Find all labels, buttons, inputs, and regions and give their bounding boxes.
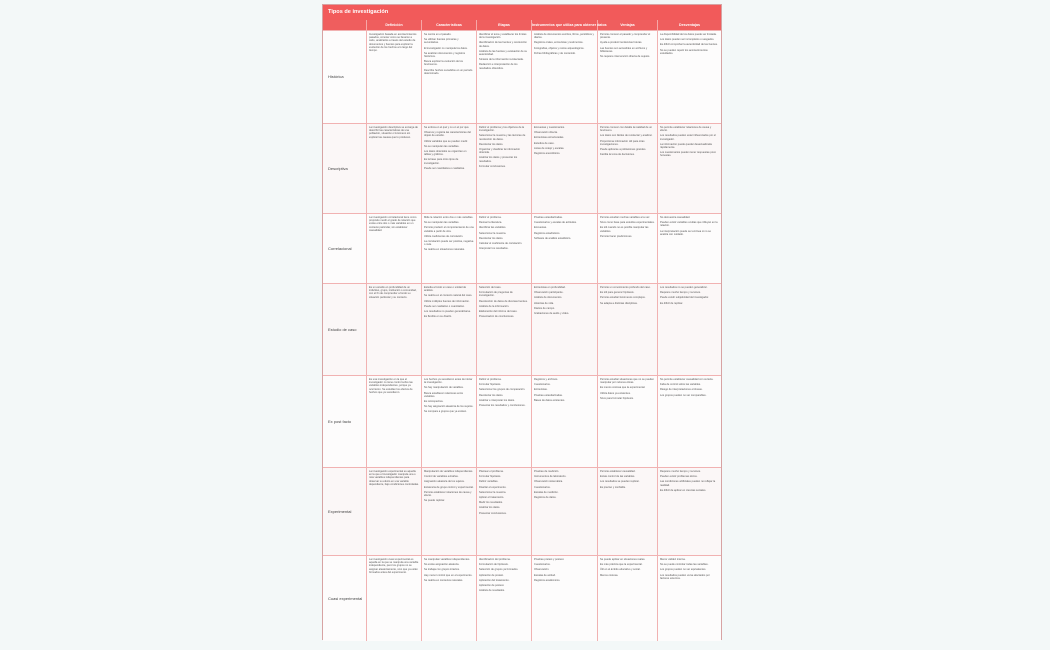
cell-text-line: Registros de datos. <box>534 496 557 500</box>
cell-text-line: Se manipulan variables independientes. <box>424 558 470 561</box>
cell-text-line: Grabaciones de audio y video. <box>534 312 570 316</box>
cell-text-line: Recolección de datos de diversas fuentes. <box>479 299 528 303</box>
cell-text-line: Formulación de preguntas de investigación. <box>479 291 513 298</box>
cell-text-line: Interpretar los resultados. <box>479 247 509 251</box>
cell-text-line: Es una investigación en la que el investigador no tiene control sobre las variables independientes, porque ya ocurrieron. Se estudian los efectos de hechos que ya sucedieron. <box>369 378 413 394</box>
cell-text-line: Organizar y clasificar la información obtenida. <box>479 148 521 155</box>
row-type-label: Experimental <box>323 468 367 555</box>
table-row <box>323 123 721 213</box>
cell-text-line: La investigación descriptiva se encarga de describir las características de una población, situación o fenómeno sin explicar las causas que lo producen. <box>369 126 418 139</box>
cell-text-line: Se enfoca en el qué y no en el por qué. <box>424 126 470 129</box>
cell-text-line: Los datos obtenidos se organizan en tablas y gráficos. <box>424 150 467 157</box>
cell-text-line: Entrevistas estructuradas. <box>534 136 564 140</box>
cell-text-line: Se compara a grupos que ya existen. <box>424 410 467 414</box>
cell-desventajas <box>658 376 721 467</box>
cell-text-line: Identificar las variables. <box>479 226 507 230</box>
table-title: Tipos de investigación <box>323 5 721 20</box>
cell-text-line: Es menos costosa que la experimental. <box>600 386 646 390</box>
cell-text-line: Útil en el ámbito educativo y social. <box>600 568 641 572</box>
cell-text-line: Aplicar el tratamiento. <box>479 496 505 500</box>
cell-text-line: Presentar los resultados y conclusiones. <box>479 404 526 408</box>
cell-text-line: Registros orales, entrevistas y testimonios. <box>534 41 584 45</box>
cell-etapas <box>477 284 532 375</box>
cell-caracteristicas <box>422 31 477 123</box>
cell-definicion <box>367 124 422 213</box>
cell-text-line: Selección de grupos ya formados. <box>479 568 519 572</box>
header-desventajas: Desventajas <box>679 23 700 27</box>
cell-text-line: Se realiza en contextos naturales. <box>424 578 464 582</box>
cell-text-line: Análisis de documentos. <box>534 296 563 300</box>
cell-text-line: Síntesis de la información recolectada. <box>479 58 524 62</box>
cell-text-line: Pruebas pretest y postest. <box>534 558 565 561</box>
cell-text-line: Utiliza datos ya existentes. <box>600 391 631 395</box>
cell-ventajas <box>598 556 658 641</box>
cell-text-line: La información puede quedar desactualizada rápidamente. <box>660 142 712 150</box>
cell-text-line: Es difícil de aplicar en ciencias sociales. <box>660 488 707 492</box>
cell-text-line: No se manipulan las variables. <box>424 221 460 225</box>
cell-text-line: Permite hacer predicciones. <box>600 234 633 238</box>
cell-text-line: Utiliza múltiples fuentes de información. <box>424 299 470 303</box>
cell-text-line: Recolectar los datos. <box>479 142 504 146</box>
cell-text-line: Es útil para generar hipótesis. <box>600 291 635 295</box>
cell-text-line: No existe asignación aleatoria. <box>424 563 460 567</box>
cell-caracteristicas <box>422 468 477 555</box>
cell-text-line: Es difícil de replicar. <box>660 301 684 305</box>
cell-text-line: Pueden existir variables ocultas que influyan en la relación. <box>660 221 718 228</box>
cell-ventajas <box>598 124 658 213</box>
cell-text-line: Se realiza en el contexto natural del caso. <box>424 294 473 298</box>
cell-text-line: No permite establecer causalidad con certeza. <box>660 378 714 381</box>
cell-text-line: Los datos son fáciles de recolectar y analizar. <box>600 134 653 138</box>
cell-text-line: Formular hipótesis. <box>479 383 502 387</box>
cell-text-line: Describe hechos sucedidos en un periodo determinado. <box>424 68 473 75</box>
cell-text-line: Sirve para formular hipótesis. <box>600 396 634 400</box>
cell-text-line: Los resultados no pueden generalizarse. <box>424 310 471 314</box>
cell-etapas <box>477 214 532 283</box>
cell-text-line: No se pueden repetir los acontecimientos estudiados. <box>660 48 708 55</box>
cell-etapas <box>477 556 532 641</box>
cell-text-line: Diarios de campo. <box>534 306 555 310</box>
cell-text-line: Es retrospectiva. <box>424 400 444 404</box>
cell-text-line: Registros y archivos. <box>534 378 559 381</box>
header-instrumentos: Instrumentos que utiliza para obtener datos <box>532 20 598 30</box>
cell-text-line: Calcular el coeficiente de correlación. <box>479 242 523 246</box>
cell-text-line: Ayuda a predecir tendencias futuras. <box>600 41 643 45</box>
cell-instrumentos <box>532 556 598 641</box>
cell-instrumentos <box>532 468 598 555</box>
cell-text-line: Permite conocer con detalle la realidad de un fenómeno. <box>600 126 653 133</box>
cell-text-line: Es un estudio en profundidad de un individuo, grupo, institución o comunidad, con el fin de comprender a fondo su situación particular y su contexto. <box>369 286 417 299</box>
row-type-label: Correlacional <box>323 214 367 283</box>
cell-text-line: Definir variables. <box>479 480 499 484</box>
cell-text-line: Es la base para otros tipos de investigación. <box>424 158 459 165</box>
cell-text-line: Fichas bibliográficas y de contenido. <box>534 51 576 55</box>
cell-definicion <box>367 284 422 375</box>
cell-text-line: Cuestionarios. <box>534 563 551 567</box>
cell-ventajas <box>598 31 658 123</box>
cell-text-line: Las condiciones artificiales pueden no reflejar la realidad. <box>660 480 716 487</box>
cell-text-line: Entrevistas en profundidad. <box>534 286 566 289</box>
cell-text-line: Proporciona información útil para otras investigaciones. <box>600 139 645 146</box>
cell-text-line: Control de variables extrañas. <box>424 475 459 479</box>
cell-text-line: Observación sistemática. <box>534 480 563 484</box>
cell-text-line: Requiere mucho tiempo y recursos. <box>660 291 701 295</box>
cell-text-line: Definir el problema y los objetivos de la investigación. <box>479 126 525 133</box>
cell-instrumentos <box>532 124 598 213</box>
cell-text-line: Es preciso y confiable. <box>600 485 626 489</box>
cell-ventajas <box>598 214 658 283</box>
cell-text-line: Puede existir subjetividad del investigador. <box>660 296 709 300</box>
cell-text-line: Formulación de hipótesis. <box>479 563 509 567</box>
cell-text-line: Puede ser cualitativo o cuantitativo. <box>424 304 465 308</box>
cell-text-line: Se centra en el pasado. <box>424 33 452 36</box>
cell-text-line: Permite conocer el pasado y comprender el presente. <box>600 33 651 40</box>
cell-desventajas <box>658 124 721 213</box>
cell-text-line: Es más práctica que la experimental. <box>600 563 643 567</box>
cell-text-line: Se puede replicar. <box>424 499 445 503</box>
cell-definicion <box>367 31 422 123</box>
table-row <box>323 375 721 467</box>
cell-text-line: Diseñar el experimento. <box>479 485 507 489</box>
cell-text-line: No demuestra causalidad. <box>660 216 691 219</box>
cell-text-line: Aplicación de postest. <box>479 584 505 588</box>
cell-text-line: Seleccionar la muestra. <box>479 490 507 494</box>
cell-text-line: Investigación basada en acontecimientos pasados, conocer como se llevaron a cabo, analizarlos a través del estudio de documentos y fuentes para explicar la evolución de los hechos a lo largo del tiempo. <box>369 33 417 53</box>
cell-text-line: Identificar el tema y establecer los límites de la investigación. <box>479 33 527 40</box>
cell-instrumentos <box>532 284 598 375</box>
cell-text-line: Recolectar los datos. <box>479 393 504 397</box>
cell-text-line: Los resultados pueden estar influenciados por el investigador. <box>660 134 716 141</box>
cell-text-line: Registros estadísticos. <box>534 231 561 235</box>
comparison-table <box>322 4 722 640</box>
cell-text-line: Hay menor control que en el experimento. <box>424 573 473 577</box>
cell-text-line: Analizar e interpretar los datos. <box>479 398 515 402</box>
cell-caracteristicas <box>422 124 477 213</box>
cell-text-line: Es útil cuando no es posible manipular las variables. <box>600 226 649 233</box>
header-caracteristicas: Características <box>422 20 477 30</box>
cell-text-line: Escalas de actitud. <box>534 573 556 577</box>
cell-text-line: Falta de control sobre las variables. <box>660 383 701 387</box>
cell-text-line: Los grupos pueden no ser equivalentes. <box>660 568 707 572</box>
cell-ventajas <box>598 284 658 375</box>
cell-definicion <box>367 376 422 467</box>
cell-text-line: Instrumentos de laboratorio. <box>534 475 567 479</box>
cell-text-line: Permite estudiar muchas variables a la vez. <box>600 216 651 219</box>
cell-text-line: Análisis de resultados. <box>479 589 505 593</box>
cell-text-line: Los grupos pueden no ser comparables. <box>660 393 707 397</box>
cell-text-line: Riesgo de interpretaciones erróneas. <box>660 388 703 392</box>
cell-text-line: Pruebas estandarizadas. <box>534 393 563 397</box>
cell-text-line: Software de análisis estadístico. <box>534 236 572 240</box>
cell-text-line: No requiere intervención directa de sujetos. <box>600 55 651 59</box>
cell-desventajas <box>658 31 721 123</box>
table-header-row <box>323 20 721 30</box>
cell-text-line: Encuestas. <box>534 226 547 230</box>
cell-text-line: Entrevistas. <box>534 388 548 392</box>
cell-text-line: Pueden existir problemas éticos. <box>660 475 698 479</box>
cell-text-line: Identificación del problema. <box>479 558 511 561</box>
cell-text-line: Permite estudiar fenómenos complejos. <box>600 296 646 300</box>
cell-text-line: Asignación aleatoria de los sujetos. <box>424 480 465 484</box>
cell-text-line: Los resultados no se pueden generalizar. <box>660 286 708 289</box>
cell-text-line: Formular conclusiones. <box>479 164 506 168</box>
cell-caracteristicas <box>422 556 477 641</box>
cell-text-line: Los resultados pueden verse afectados por factores externos. <box>660 573 710 580</box>
cell-text-line: Se analizan documentos y registros históricos. <box>424 51 466 59</box>
table-row <box>323 555 721 641</box>
cell-instrumentos <box>532 31 598 123</box>
cell-text-line: Presentar conclusiones. <box>479 511 507 515</box>
cell-text-line: Observación directa. <box>534 131 558 135</box>
cell-text-line: Permite un conocimiento profundo del caso. <box>600 286 651 289</box>
cell-text-line: Utiliza coeficientes de correlación. <box>424 234 464 238</box>
cell-text-line: No se puede controlar todas las variables. <box>660 563 709 567</box>
cell-text-line: Los hechos ya sucedieron antes de iniciar la investigación. <box>424 378 473 385</box>
cell-text-line: Se adapta a distintas disciplinas. <box>600 301 638 305</box>
cell-text-line: Análisis de la información. <box>479 304 510 308</box>
cell-text-line: No hay asignación aleatoria de los sujetos. <box>424 405 474 409</box>
cell-text-line: Observa y registra las características del objeto de estudio. <box>424 131 471 138</box>
cell-text-line: La interpretación puede ser errónea si no se analiza con cuidado. <box>660 229 711 236</box>
cell-desventajas <box>658 284 721 375</box>
cell-text-line: Seleccionar la muestra y las técnicas de recolección de datos. <box>479 134 526 141</box>
cell-definicion <box>367 468 422 555</box>
cell-text-line: Los cuestionarios pueden tener respuestas poco honestas. <box>660 151 716 158</box>
cell-text-line: Identificación de las fuentes y recolección de datos. <box>479 41 527 48</box>
cell-text-line: Recolectar los datos. <box>479 236 504 240</box>
cell-text-line: La investigación experimental es aquella en la que el investigador manipula una o más variables independientes para observar su efecto en una variable dependiente, bajo condiciones controladas. <box>369 470 419 486</box>
cell-text-line: Mide la relación entre dos o más variables. <box>424 216 474 219</box>
cell-text-line: Definir el problema. <box>479 378 502 381</box>
cell-desventajas <box>658 468 721 555</box>
cell-text-line: El investigador no manipula los datos. <box>424 46 468 50</box>
cell-text-line: Menos costosa. <box>600 573 619 577</box>
cell-text-line: La correlación puede ser positiva, negativa o nula. <box>424 240 474 247</box>
cell-text-line: Cuestionarios y escalas de actitudes. <box>534 221 577 225</box>
cell-text-line: Revisar la literatura. <box>479 221 503 225</box>
cell-etapas <box>477 124 532 213</box>
cell-definicion <box>367 556 422 641</box>
cell-text-line: Historias de vida. <box>534 301 554 305</box>
cell-text-line: Busca explicar la evolución de los fenómenos. <box>424 60 463 67</box>
cell-instrumentos <box>532 376 598 467</box>
cell-text-line: Registros anecdóticos. <box>534 152 561 156</box>
table-row <box>323 30 721 123</box>
cell-text-line: Requiere mucho tiempo y recursos. <box>660 470 701 473</box>
cell-text-line: Se puede aplicar en situaciones reales. <box>600 558 646 561</box>
cell-etapas <box>477 31 532 123</box>
cell-text-line: Manipulación de variables independientes. <box>424 470 474 473</box>
cell-text-line: Selección del caso. <box>479 286 502 289</box>
cell-text-line: Aplicación de pretest. <box>479 573 504 577</box>
cell-text-line: Cuestionarios. <box>534 383 551 387</box>
cell-text-line: Redacción e interpretación de los resultados obtenidos. <box>479 63 518 70</box>
cell-text-line: Facilita la toma de decisiones. <box>600 153 635 157</box>
cell-text-line: Medir los resultados. <box>479 501 503 505</box>
cell-text-line: Listas de cotejo y escalas. <box>534 146 565 150</box>
cell-text-line: Estudios de caso. <box>534 141 555 145</box>
cell-text-line: Los resultados se pueden replicar. <box>600 480 640 484</box>
cell-text-line: La disponibilidad de los datos puede ser limitada. <box>660 33 717 36</box>
cell-etapas <box>477 468 532 555</box>
cell-text-line: Existe control de las variables. <box>600 475 636 479</box>
cell-text-line: Analizar los datos. <box>479 506 501 510</box>
cell-ventajas <box>598 376 658 467</box>
cell-text-line: Plantear el problema. <box>479 470 504 473</box>
cell-text-line: Menor validez interna. <box>660 558 686 561</box>
cell-text-line: Definir el problema. <box>479 216 502 219</box>
cell-text-line: Existencia de grupo control y experimental. <box>424 485 474 489</box>
cell-text-line: Registros académicos. <box>534 578 561 582</box>
cell-desventajas <box>658 556 721 641</box>
cell-text-line: Formular hipótesis. <box>479 475 502 479</box>
cell-text-line: Pruebas estandarizadas. <box>534 216 563 219</box>
cell-text-line: Permite establecer relaciones de causa y efecto. <box>424 490 472 498</box>
cell-text-line: Permite establecer causalidad. <box>600 470 636 473</box>
cell-definicion <box>367 214 422 283</box>
cell-text-line: Observación participante. <box>534 291 564 295</box>
cell-text-line: Se trabaja con grupos intactos. <box>424 568 460 572</box>
row-type-label: Descriptiva <box>323 124 367 213</box>
header-type <box>323 20 367 30</box>
header-definicion: Definición <box>367 20 422 30</box>
cell-desventajas <box>658 214 721 283</box>
cell-text-line: Cuestionarios. <box>534 485 551 489</box>
cell-text-line: Busca establecer relaciones entre variables. <box>424 391 464 398</box>
cell-text-line: Escalas de medición. <box>534 490 559 494</box>
cell-text-line: Utiliza variables que se pueden medir. <box>424 139 468 143</box>
cell-text-line: No se manipulan las variables. <box>424 144 460 148</box>
cell-text-line: Elaboración del informe del caso. <box>479 310 518 314</box>
cell-text-line: Bases de datos existentes. <box>534 398 565 402</box>
row-type-label: Histórica <box>323 31 367 123</box>
cell-text-line: Puede aplicarse a poblaciones grandes. <box>600 148 647 152</box>
cell-text-line: Análisis de las fuentes y evaluación de su autenticidad. <box>479 49 528 57</box>
cell-text-line: Es difícil comprobar la autenticidad de las fuentes. <box>660 43 718 47</box>
cell-text-line: Se realiza en situaciones naturales. <box>424 248 465 252</box>
cell-text-line: Seleccionar la muestra. <box>479 231 507 235</box>
cell-text-line: No permite establecer relaciones de causa y efecto. <box>660 126 712 133</box>
cell-text-line: Permite estudiar situaciones que no se pueden manipular por razones éticas. <box>600 378 655 385</box>
table-row <box>323 213 721 283</box>
row-type-label: Cuasi experimental <box>323 556 367 641</box>
header-etapas: Etapas <box>477 20 532 30</box>
cell-text-line: Presentación de conclusiones. <box>479 315 515 319</box>
cell-text-line: Fotografías, objetos y restos arqueológicos. <box>534 46 585 50</box>
cell-text-line: Encuestas y cuestionarios. <box>534 126 565 129</box>
cell-ventajas <box>598 468 658 555</box>
cell-instrumentos <box>532 214 598 283</box>
cell-text-line: Puede ser cuantitativa o cualitativa. <box>424 166 465 170</box>
cell-caracteristicas <box>422 376 477 467</box>
cell-text-line: Observación. <box>534 568 550 572</box>
cell-text-line: Estudia a fondo un caso o unidad de análisis. <box>424 286 467 293</box>
cell-text-line: No hay manipulación de variables. <box>424 386 464 390</box>
cell-text-line: La investigación cuasi experimental es aquella en la que se manipula una variable independiente, pero los grupos no se asignan aleatoriamente, sino que ya están formados antes del experimento. <box>369 558 419 574</box>
cell-text-line: Las fuentes son accesibles en archivos y bibliotecas. <box>600 46 648 53</box>
cell-text-line: Es flexible en su diseño. <box>424 315 452 319</box>
cell-text-line: Aplicación del tratamiento. <box>479 578 510 582</box>
cell-text-line: La investigación correlacional tiene como propósito medir el grado de relación que existe entre dos o más variables en un contexto particular, sin establecer causalidad. <box>369 216 417 232</box>
row-type-label: Estudio de caso <box>323 284 367 375</box>
table-row <box>323 283 721 375</box>
row-type-label: Ex post facto <box>323 376 367 467</box>
cell-text-line: Análisis de documentos escritos, libros, periódicos y diarios. <box>534 33 594 40</box>
cell-caracteristicas <box>422 214 477 283</box>
cell-text-line: Sirve como base para estudios experimentales. <box>600 221 655 225</box>
header-ventajas: Ventajas <box>598 20 658 30</box>
table-row <box>323 467 721 555</box>
cell-text-line: Permite predecir el comportamiento de una variable a partir de otra. <box>424 226 474 233</box>
cell-text-line: Se utilizan fuentes primarias y secundarias. <box>424 38 459 45</box>
cell-text-line: Seleccionar los grupos de comparación. <box>479 388 526 392</box>
cell-text-line: Los datos pueden ser incompletos o sesgados. <box>660 38 715 42</box>
cell-text-line: Analizar los datos y presentar los resultados. <box>479 156 518 163</box>
cell-caracteristicas <box>422 284 477 375</box>
cell-text-line: Pruebas de medición. <box>534 470 560 473</box>
cell-etapas <box>477 376 532 467</box>
